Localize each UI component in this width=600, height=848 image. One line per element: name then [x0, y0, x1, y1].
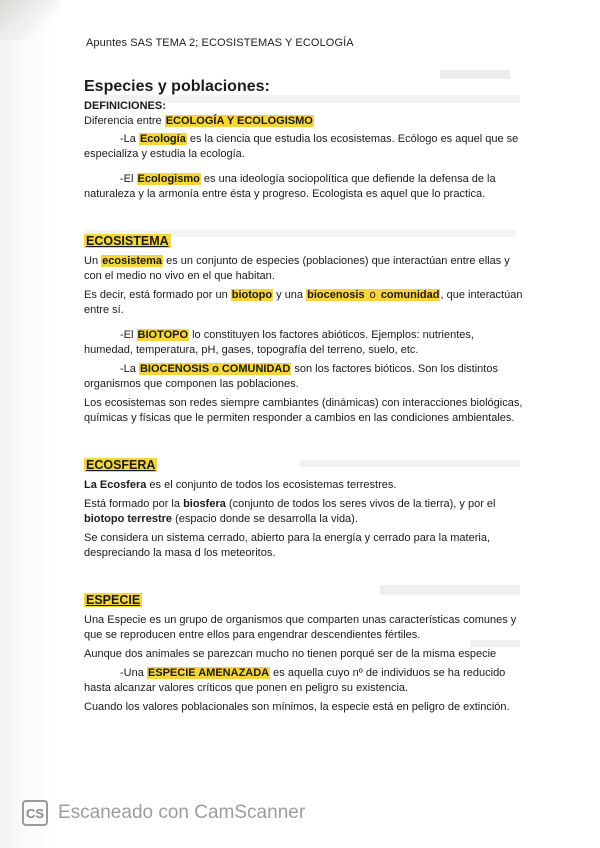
ecosfera-p2-post: (espacio donde se desarrolla la vida).	[172, 513, 358, 525]
ecosistema-p2-mid: y una	[273, 289, 307, 301]
page-corner-shadow	[0, 0, 60, 40]
ecosfera-term: La Ecosfera	[84, 479, 147, 491]
ecosfera-definition	[84, 478, 524, 493]
biocenosis-definition	[84, 362, 524, 392]
amenazada-highlight: ESPECIE AMENAZADA	[147, 667, 270, 679]
especie-heading: ESPECIE	[86, 593, 141, 607]
biotopo-post: lo constituyen los factores abióticos. Ejemplos: nutrientes, humedad, temperatura, pH, gases, topografía del terreno, suelo, etc.	[84, 329, 474, 356]
document-header: Apuntes SAS TEMA 2; ECOSISTEMAS Y ECOLOGÍA	[86, 37, 354, 49]
biocenosis-highlight: biocenosis	[307, 289, 365, 301]
ecosistema-highlight: ecosistema	[102, 255, 163, 267]
ecosistema-p1-pre: Un	[84, 255, 102, 267]
amenazada-post: es aquella cuyo nº de individuos se ha reducido hasta alcanzar valores críticos que ponen en peligro su existencia.	[84, 667, 506, 694]
extincion-note: Cuando los valores poblacionales son mínimos, la especie está en peligro de extinción.	[84, 701, 510, 713]
ecosfera-composition	[84, 497, 524, 527]
page-title: Especies y poblaciones:	[84, 78, 270, 95]
especie-definition: Una Especie es un grupo de organismos que comparten unas características comunes y que se reproducen entre ellos para engendrar descendientes fértiles.	[84, 614, 517, 641]
especie-note: Aunque dos animales se parezcan mucho no tienen porqué ser de la misma especie	[84, 648, 497, 660]
camscanner-text: Escaneado con CamScanner	[58, 802, 306, 823]
ecologismo-definition	[84, 172, 524, 202]
ecologia-pre: -La	[120, 133, 139, 145]
biosfera-term: biosfera	[183, 498, 226, 510]
ecosfera-section	[84, 456, 524, 561]
ecosfera-p1-post: es el conjunto de todos los ecosistemas terrestres.	[146, 479, 397, 491]
especie-amenazada-definition	[84, 666, 524, 696]
biocenosis-post: son los factores bióticos. Son los distintos organismos que componen las poblaciones.	[84, 363, 498, 390]
ecologismo-pre: -El	[120, 173, 137, 185]
ecosistema-heading: ECOSISTEMA	[86, 234, 169, 248]
diferencia-line	[84, 114, 524, 129]
biotopo-terrestre-term: biotopo terrestre	[84, 513, 173, 525]
ecologismo-highlight: Ecologismo	[137, 173, 200, 185]
ecosistema-p2-pre: Es decir, está formado por un	[84, 289, 231, 301]
biotopo-term: BIOTOPO	[137, 329, 189, 341]
ecosfera-p2-pre: Está formado por la	[84, 498, 184, 510]
ecosfera-system: Se considera un sistema cerrado, abierto para la energía y cerrado para la materia, despreciando la masa d los meteoritos.	[84, 532, 490, 559]
ecosistema-p2-post: , que interactúan entre sí.	[84, 289, 523, 316]
especie-section	[84, 591, 524, 715]
ecosfera-p2-mid: (conjunto de todos los seres vivos de la tierra), y por el	[225, 498, 496, 510]
ecologismo-post: es una ideología sociopolítica que defiende la defensa de la naturaleza y la armonía entre ésta y progreso. Ecologista es aquel que lo practica.	[84, 173, 496, 200]
camscanner-logo-icon: CS	[22, 800, 48, 826]
ecosistema-section	[84, 232, 524, 426]
ecosistema-dynamics: Los ecosistemas son redes siempre cambiantes (dinámicas) con interacciones biológicas, químicas y físicas que le permiten responder a cambios en las condiciones ambientales.	[84, 397, 523, 424]
biocenosis-pre: -La	[120, 363, 139, 375]
camscanner-watermark	[22, 800, 305, 826]
biotopo-highlight: biotopo	[231, 289, 273, 301]
biocenosis-term: BIOCENOSIS o COMUNIDAD	[139, 363, 291, 375]
or-highlight: o	[366, 289, 379, 301]
definiciones-label: DEFINICIONES:	[84, 100, 166, 112]
amenazada-pre: -Una	[120, 667, 147, 679]
diferencia-highlight: ECOLOGÍA Y ECOLOGISMO	[165, 115, 313, 127]
diferencia-pre: Diferencia entre	[84, 115, 165, 127]
ecosistema-definition	[84, 254, 524, 284]
ecosfera-heading: ECOSFERA	[86, 458, 156, 472]
comunidad-highlight: comunidad	[380, 289, 440, 301]
ecosistema-composition	[84, 288, 524, 318]
ecologia-definition	[84, 132, 524, 162]
ecologia-post: es la ciencia que estudia los ecosistemas. Ecólogo es aquel que se especializa y estudia la ecología.	[84, 133, 519, 160]
biotopo-pre: -El	[120, 329, 137, 341]
biotopo-definition	[84, 328, 524, 358]
ecologia-highlight: Ecología	[139, 133, 186, 145]
ecosistema-p1-post: es un conjunto de especies (poblaciones) que interactúan entre ellas y con el medio no vivo en el que habitan.	[84, 255, 510, 282]
document-body	[84, 78, 524, 715]
